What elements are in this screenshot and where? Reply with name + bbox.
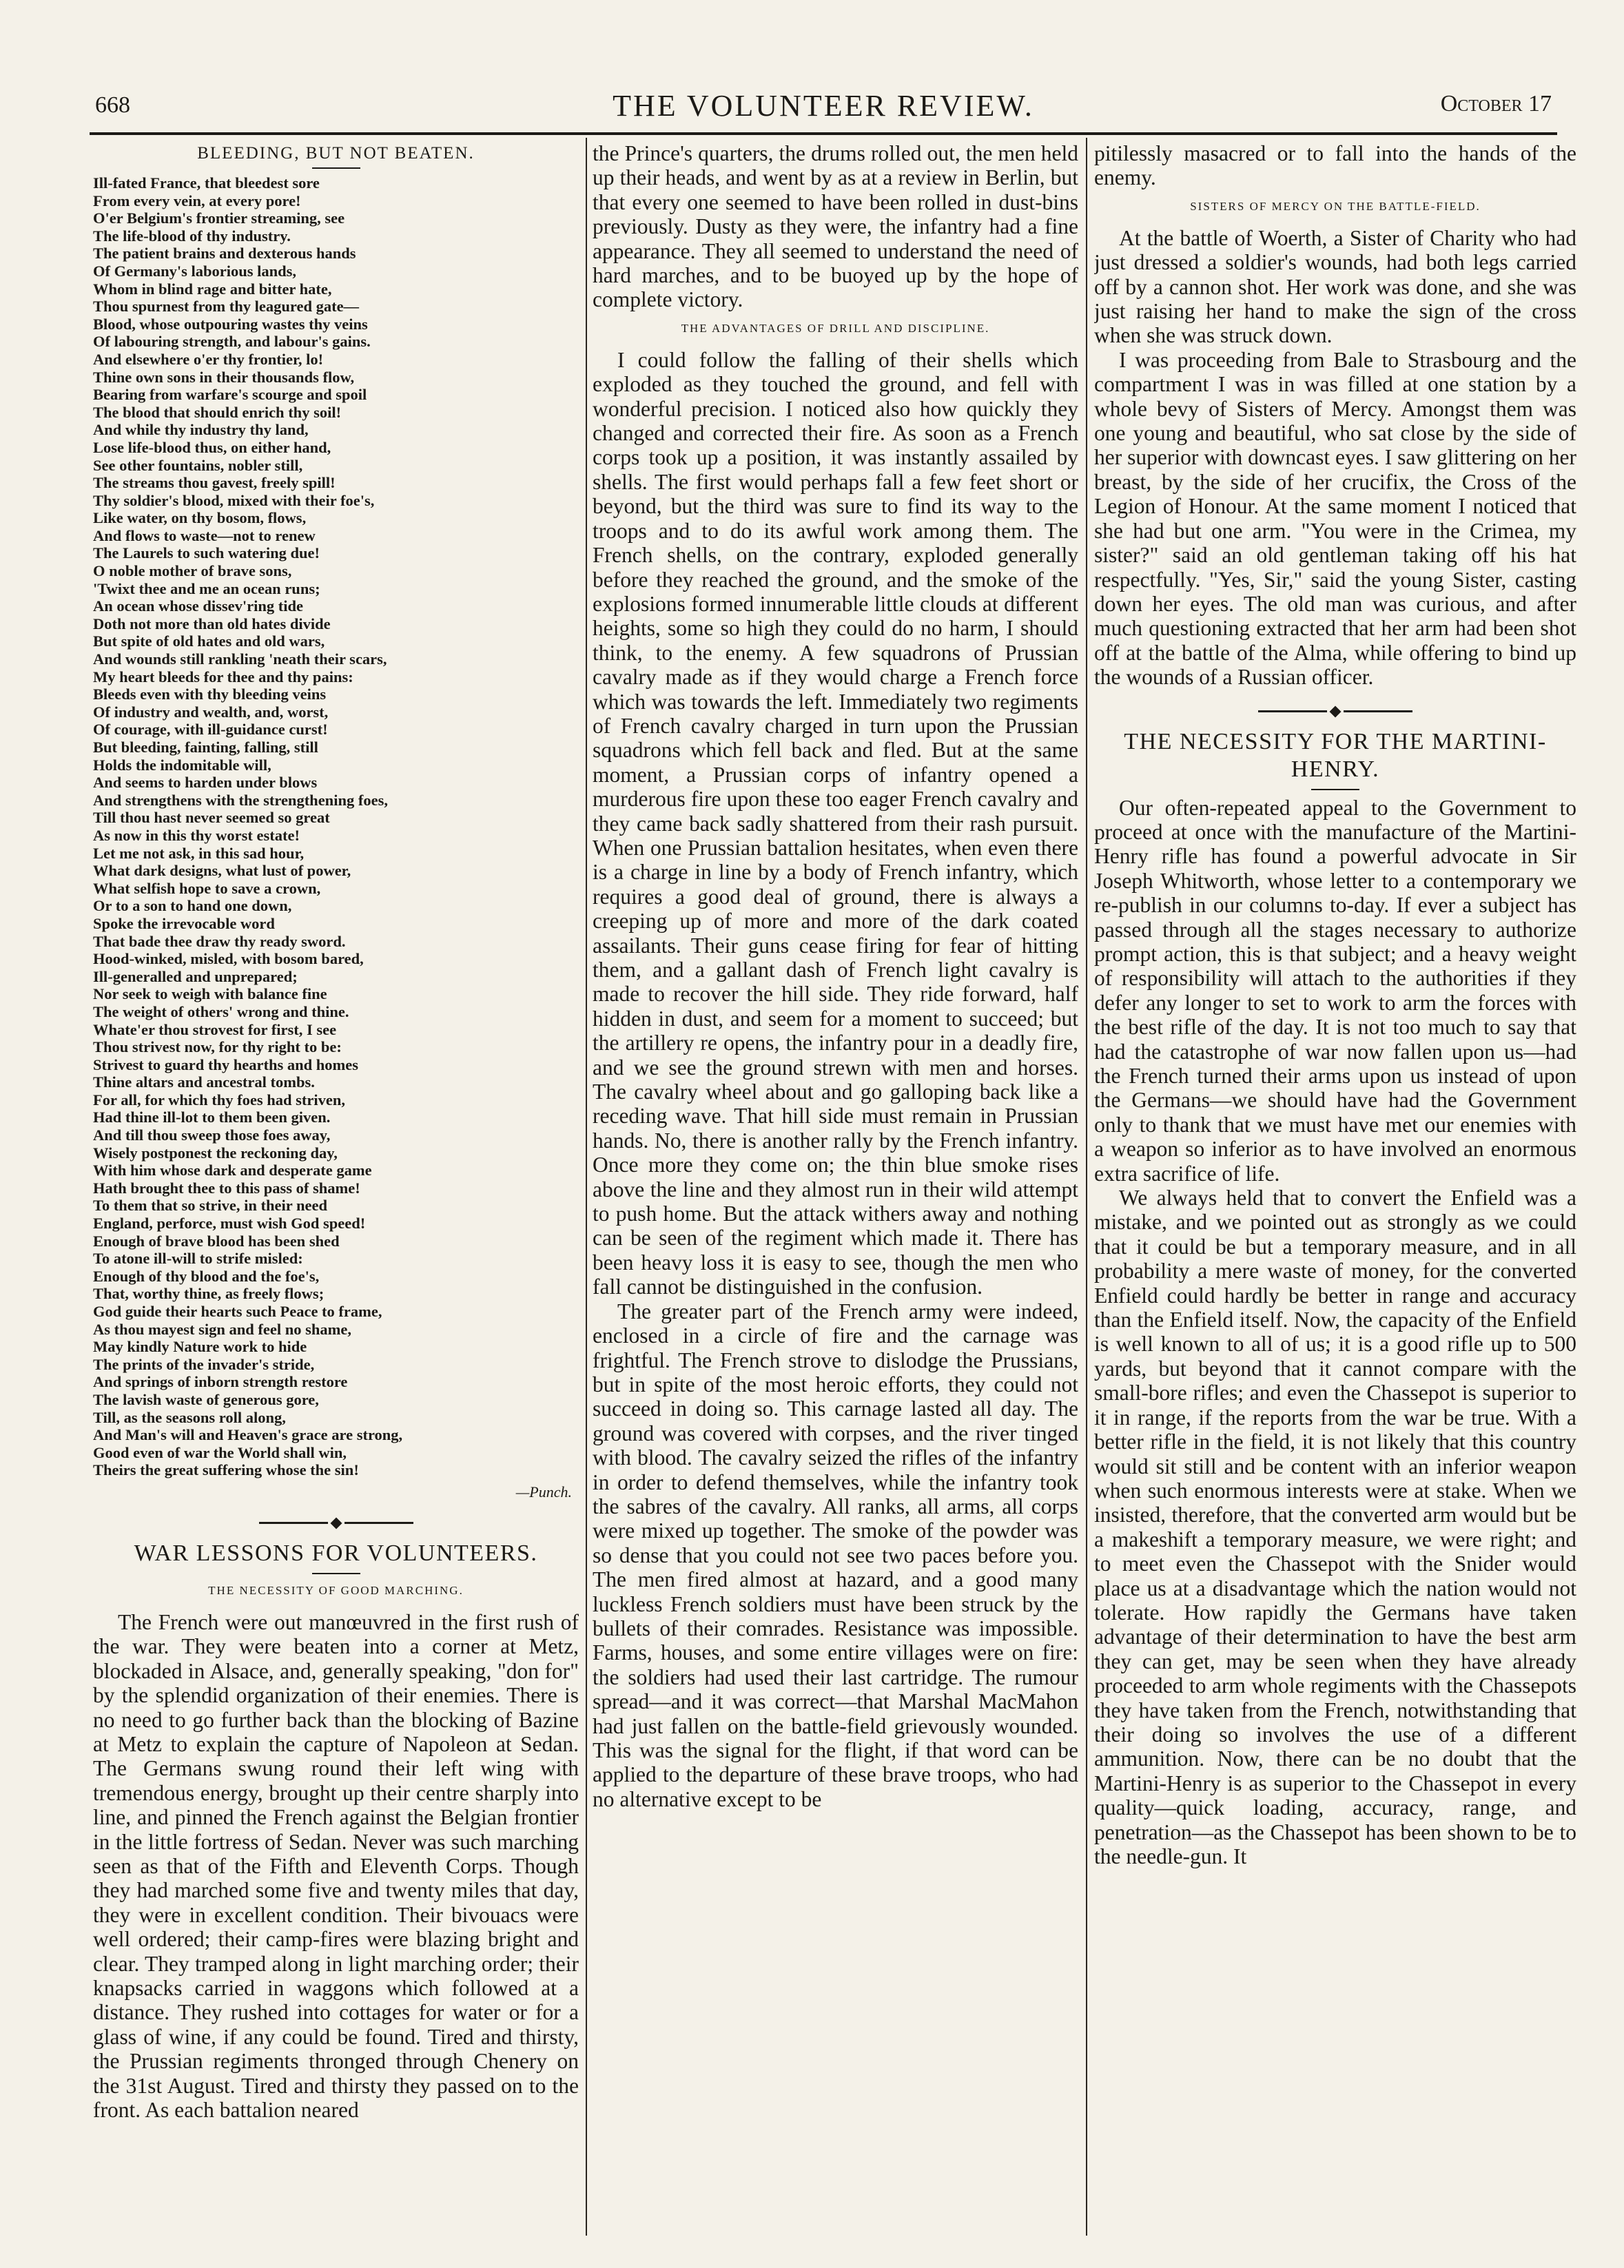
column-2	[593, 141, 1078, 2236]
title-rule	[312, 167, 360, 169]
title-rule	[312, 1573, 360, 1574]
poem-line: As now in this thy worst estate!	[93, 826, 300, 844]
poem-line: Nor seek to weigh with balance fine	[93, 985, 327, 1003]
poem-line: And flows to waste—not to renew	[93, 526, 316, 544]
paragraph: the Prince's quarters, the drums rolled out, the men held up their heads, and went by as at a review in Berlin, but that every one seemed to have been rolled in dust-bins previously. Dusty as they were, the infantry had a fine appearance. They all seemed to understand the need of hard marches, and to be buoyed up by the hope of complete victory.	[593, 141, 1078, 312]
poem-line: Of Germany's laborious lands,	[93, 262, 297, 280]
poem-line: With him whose dark and desperate game	[93, 1162, 372, 1179]
header-rule	[90, 132, 1557, 135]
poem-line: But bleeding, fainting, falling, still	[93, 739, 318, 756]
poem-line: Thy soldier's blood, mixed with their foe's,	[93, 491, 375, 509]
poem-line: Of industry and wealth, and, worst,	[93, 703, 329, 721]
poem-line: As thou mayest sign and feel no shame,	[93, 1320, 352, 1338]
page-number: 668	[95, 92, 130, 118]
poem-line: Whate'er thou strovest for first, I see	[93, 1020, 337, 1038]
paragraph: The greater part of the French army were indeed, enclosed in a circle of fire and the carnage was frightful. The French strove to dislodge the Prussians, but in spite of the most heroic efforts, they could not succeed in doing so. This carnage lasted all day. The ground was covered with corpses, and the river tinged with blood. The cavalry seized the rifles of the infantry in order to defend themselves, while the infantry took the sabres of the cavalry. All ranks, all arms, all corps were mixed up together. The smoke of the powder was so dense that you could not see two paces before you. The men fired almost at hazard, and a good many luckless French soldiers must have been struck by the bullets of their comrades. Resistance was impossible. Farms, houses, and some entire villages were on fire: the soldiers had used their last cartridge. The rumour spread—and it was correct—that Marshal MacMahon had just fallen on the battle-field grievously wounded. This was the signal for the flight, if that word can be applied to the departure of these brave troops, who had no alternative except to be	[593, 1299, 1078, 1811]
page-header	[90, 88, 1557, 130]
poem-line: Blood, whose outpouring wastes thy veins	[93, 315, 368, 333]
poem-line: And while thy industry thy land,	[93, 421, 309, 439]
poem-line: And springs of inborn strength restore	[93, 1373, 348, 1391]
poem-line: And wounds still rankling 'neath their scars,	[93, 650, 387, 668]
poem-line: Enough of thy blood and the foe's,	[93, 1267, 320, 1285]
poem-line: Thou strivest now, for thy right to be:	[93, 1038, 342, 1056]
poem-line: Spoke the irrevocable word	[93, 914, 275, 932]
poem-line: Till, as the seasons roll along,	[93, 1408, 286, 1426]
section-title: WAR LESSONS FOR VOLUNTEERS.	[134, 1540, 538, 1566]
poem-line: The prints of the invader's stride,	[93, 1355, 315, 1373]
poem-line: Doth not more than old hates divide	[93, 615, 331, 632]
poem-line: Hood-winked, misled, with bosom bared,	[93, 950, 364, 968]
poem-line: What dark designs, what lust of power,	[93, 862, 351, 880]
poem	[93, 174, 579, 1479]
title-rule	[1311, 789, 1359, 790]
poem-line: That bade thee draw thy ready sword.	[93, 932, 346, 950]
subheading: THE NECESSITY OF GOOD MARCHING.	[208, 1583, 464, 1597]
column-rule	[1086, 138, 1087, 2236]
poem-line: Hath brought thee to this pass of shame!	[93, 1179, 360, 1197]
poem-line: An ocean whose dissev'ring tide	[93, 597, 304, 615]
paragraph: Our often-repeated appeal to the Government to proceed at once with the manufacture of the Martini-Henry rifle has found a powerful advocate in Sir Joseph Whitworth, whose letter to a contemporary we re-publish in our columns to-day. If ever a subject has passed through all the stages necessary to authorize prompt action, this is that subject; and a heavy weight of responsibility will attach to the authorities if they defer any longer to set to work to arm the forces with the best rifle of the day. It is not too much to say that had the catastrophe of war now fallen upon us—had the French turned their arms upon us instead of upon the Germans—we should have had the Government only to thank that we must have met our enemies with a weapon so inferior as to have involved an enormous extra sacrifice of life.	[1094, 795, 1576, 1186]
poem-line: But spite of old hates and old wars,	[93, 632, 325, 650]
poem-line: To atone ill-will to strife misled:	[93, 1250, 303, 1268]
poem-line: Ill-generalled and unprepared;	[93, 967, 298, 985]
poem-line: God guide their hearts such Peace to frame,	[93, 1303, 382, 1320]
poem-line: Holds the indomitable will,	[93, 756, 271, 774]
section-ornament	[1094, 708, 1576, 716]
masthead: THE VOLUNTEER REVIEW.	[613, 89, 1034, 123]
poem-line: What selfish hope to save a crown,	[93, 879, 321, 897]
poem-line: The blood that should enrich thy soil!	[93, 403, 342, 421]
poem-line: See other fountains, nobler still,	[93, 456, 303, 474]
poem-line: The life-blood of thy industry.	[93, 227, 291, 245]
poem-line: Ill-fated France, that bleedest sore	[93, 174, 320, 192]
paragraph: I could follow the falling of their shells which exploded as they touched the ground, and fell with wonderful precision. I noticed also how quickly they changed and corrected their fire. As soon as a French corps took up a position, it was instantly assailed by shells. The first would perhaps fall a few feet short or beyond, but the third was sure to find its way to the troops and to do its awful work among them. The French shells, on the contrary, exploded generally before they reached the ground, and the smoke of the explosions formed innumerable little clouds at different heights, some so high they could do no harm, I should think, to the enemy. A few squadrons of Prussian cavalry made as if they would charge a French force which was towards the left. Immediately two regiments of French cavalry charged in turn upon the Prussian squadrons which fell back and fled. But at the same moment, a Prussian corps of infantry opened a murderous fire upon these too eager French cavalry and they came back sadly shattered from their rash pursuit. When one Prussian battalion hesitates, when even there is a charge in line by a body of French infantry, which requires a good deal of ground, there is always a creeping up of more and more of the dark coated assailants. Their guns cease firing for fear of hitting them, and a gallant dash of French light cavalry is made to recover the hill side. They ride forward, half hidden in dust, and seem for a moment to succeed; but the artillery re opens, the infantry pour in a deadly fire, and we see the ground strewn with men and horses. The cavalry wheel about and go galloping back like a receding wave. That hill side must remain in Prussian hands. No, there is another rally by the French infantry. Once more they come on; the thin blue smoke rises above the line and they almost run in their wild attempt to push home. But the attack withers away and nothing can be seen of the regiment which made it. There has been heavy loss it is easy to see, though the men who fall cannot be distinguished in the confusion.	[593, 347, 1078, 1299]
subheading: SISTERS OF MERCY ON THE BATTLE-FIELD.	[1190, 199, 1481, 213]
poem-line: The weight of others' wrong and thine.	[93, 1002, 349, 1020]
poem-line: Like water, on thy bosom, flows,	[93, 509, 307, 527]
poem-line: O'er Belgium's frontier streaming, see	[93, 209, 345, 227]
poem-line: Thine own sons in their thousands flow,	[93, 368, 355, 386]
issue-date: October 17	[1440, 91, 1552, 116]
poem-line: For all, for which thy foes had striven,	[93, 1091, 346, 1109]
poem-line: The streams thou gavest, freely spill!	[93, 474, 336, 492]
poem-line: And till thou sweep those foes away,	[93, 1126, 331, 1144]
poem-line: My heart bleeds for thee and thy pains:	[93, 668, 353, 685]
subheading: THE ADVANTAGES OF DRILL AND DISCIPLINE.	[681, 321, 990, 335]
article-body	[1094, 141, 1576, 190]
poem-title: BLEEDING, BUT NOT BEATEN.	[197, 144, 475, 163]
poem-line: Whom in blind rage and bitter hate,	[93, 280, 332, 298]
poem-line: Of courage, with ill-guidance curst!	[93, 721, 328, 739]
poem-line: Good even of war the World shall win,	[93, 1443, 347, 1461]
paragraph: The French were out manœuvred in the first rush of the war. They were beaten into a corner at Metz, blockaded in Alsace, and, generally speaking, "don for" by the splendid organization of their enemies. There is no need to go further back than the blocking of Bazine at Metz to explain the capture of Napoleon at Sedan. The Germans swung round their left wing with tremendous energy, brought up their centre sharply into line, and pinned the French against the Belgian frontier in the little fortress of Sedan. Never was such marching seen as that of the Fifth and Eleventh Corps. Though they had marched some five and twenty miles that day, they were in excellent condition. Their bivouacs were well ordered; their camp-fires were blazing bright and clear. They tramped along in light marching order; their knapsacks carried in waggons which followed at a distance. They rushed into cottages for water or for a glass of wine, if any could be found. Tired and thirsty, the Prussian regiments thronged through Chenery on the 31st August. Tired and thirsty they passed on to the front. As each battalion neared	[93, 1609, 579, 2123]
column-rule	[586, 138, 587, 2236]
poem-line: Thine altars and ancestral tombs.	[93, 1073, 315, 1091]
article-body	[93, 1610, 579, 2123]
section-ornament	[93, 1519, 579, 1527]
article-body	[1094, 796, 1576, 1869]
poem-line: And strengthens with the strengthening foes,	[93, 791, 388, 809]
poem-line: O noble mother of brave sons,	[93, 562, 292, 580]
column-1	[93, 141, 579, 2236]
poem-line: Wisely postponest the reckoning day,	[93, 1144, 338, 1162]
poem-line: Lose life-blood thus, on either hand,	[93, 438, 331, 456]
article-body	[1094, 226, 1576, 690]
column-3	[1094, 141, 1576, 2236]
article-body	[593, 348, 1078, 1811]
paragraph: We always held that to convert the Enfield was a mistake, and we pointed out as strongly as we could that it could be but a temporary measure, and in all probability a mere waste of money, for the converted Enfield could hardly be better in range and accuracy than the Enfield itself. Now, the capacity of the Enfield is well known to all of us; it is a good rifle up to 500 yards, but beyond that it cannot compare with the small-bore rifles; and even the Chassepot is superior to it in range, if the reports from the war be true. With a better rifle in the field, it is not likely that this country would sit still and be content with an inferior weapon when such enormous interests were at stake. When we insisted, therefore, that the converted arm would but be a makeshift a temporary measure, we were right; and to meet even the Chassepot with the Snider would place us at a disadvantage which the nation would not tolerate. How rapidly the Germans have taken advantage of their determination to have the best arm they can get, may be seen when they have already proceeded to arm whole regiments with the Chassepots they have taken from the French, notwithstanding that their doing so involves the use of a different ammunition. Now, there can be no doubt that the Martini-Henry is as superior to the Chassepot in every quality—quick loading, accuracy, range, and penetration—as the Chassepot has been shown to be to the needle-gun. It	[1094, 1186, 1576, 1868]
poem-line: From every vein, at every pore!	[93, 192, 301, 209]
section-title: THE NECESSITY FOR THE MARTINI-HENRY.	[1124, 728, 1547, 782]
poem-line: Of labouring strength, and labour's gains.	[93, 333, 371, 351]
paragraph: pitilessly masacred or to fall into the hands of the enemy.	[1094, 141, 1576, 190]
poem-line: That, worthy thine, as freely flows;	[93, 1285, 325, 1303]
poem-line: Let me not ask, in this sad hour,	[93, 844, 305, 862]
poem-line: Or to a son to hand one down,	[93, 897, 292, 915]
poem-line: Thou spurnest from thy leagured gate—	[93, 298, 360, 316]
paragraph: I was proceeding from Bale to Strasbourg and the compartment I was in was filled at one station by a whole bevy of Sisters of Mercy. Amongst them was one young and beautiful, who sat close by the side of her superior with downcast eyes. I saw glittering on her breast, by the side of her crucifix, the Cross of the Legion of Honour. At the same moment I noticed that she had but one arm. "You were in the Crimea, my sister?" said an old gentleman taking off his hat respectfully. "Yes, Sir," said the young Sister, casting down her eyes. The old man was curious, and after much questioning extracted that her arm had been shot off at the battle of the Alma, while offering to bind up the wounds of a Russian officer.	[1094, 347, 1576, 690]
poem-line: The Laurels to such watering due!	[93, 544, 320, 562]
article-body	[593, 141, 1078, 312]
poem-line: May kindly Nature work to hide	[93, 1338, 307, 1356]
paragraph: At the battle of Woerth, a Sister of Charity who had just dressed a soldier's wounds, had both legs carried off by a cannon shot. Her work was done, and she was just raising her hand to make the sign of the cross when she was struck down.	[1094, 225, 1576, 348]
poem-line: Strivest to guard thy hearths and homes	[93, 1055, 359, 1073]
poem-signature: —Punch.	[515, 1483, 572, 1501]
poem-line: The lavish waste of generous gore,	[93, 1390, 319, 1408]
poem-line: England, perforce, must wish God speed!	[93, 1215, 366, 1233]
poem-line: And seems to harden under blows	[93, 774, 318, 792]
poem-line: And elsewhere o'er thy frontier, lo!	[93, 350, 324, 368]
poem-line: Enough of brave blood has been shed	[93, 1232, 340, 1250]
poem-line: To them that so strive, in their need	[93, 1197, 327, 1215]
poem-line: Theirs the great suffering whose the sin!	[93, 1461, 359, 1479]
poem-line: Bearing from warfare's scourge and spoil	[93, 386, 367, 404]
poem-line: And Man's will and Heaven's grace are strong,	[93, 1426, 403, 1444]
poem-line: Till thou hast never seemed so great	[93, 809, 330, 827]
poem-line: 'Twixt thee and me an ocean runs;	[93, 579, 320, 597]
poem-line: Had thine ill-lot to them been given.	[93, 1109, 331, 1126]
poem-line: Bleeds even with thy bleeding veins	[93, 685, 327, 703]
poem-line: The patient brains and dexterous hands	[93, 245, 356, 262]
